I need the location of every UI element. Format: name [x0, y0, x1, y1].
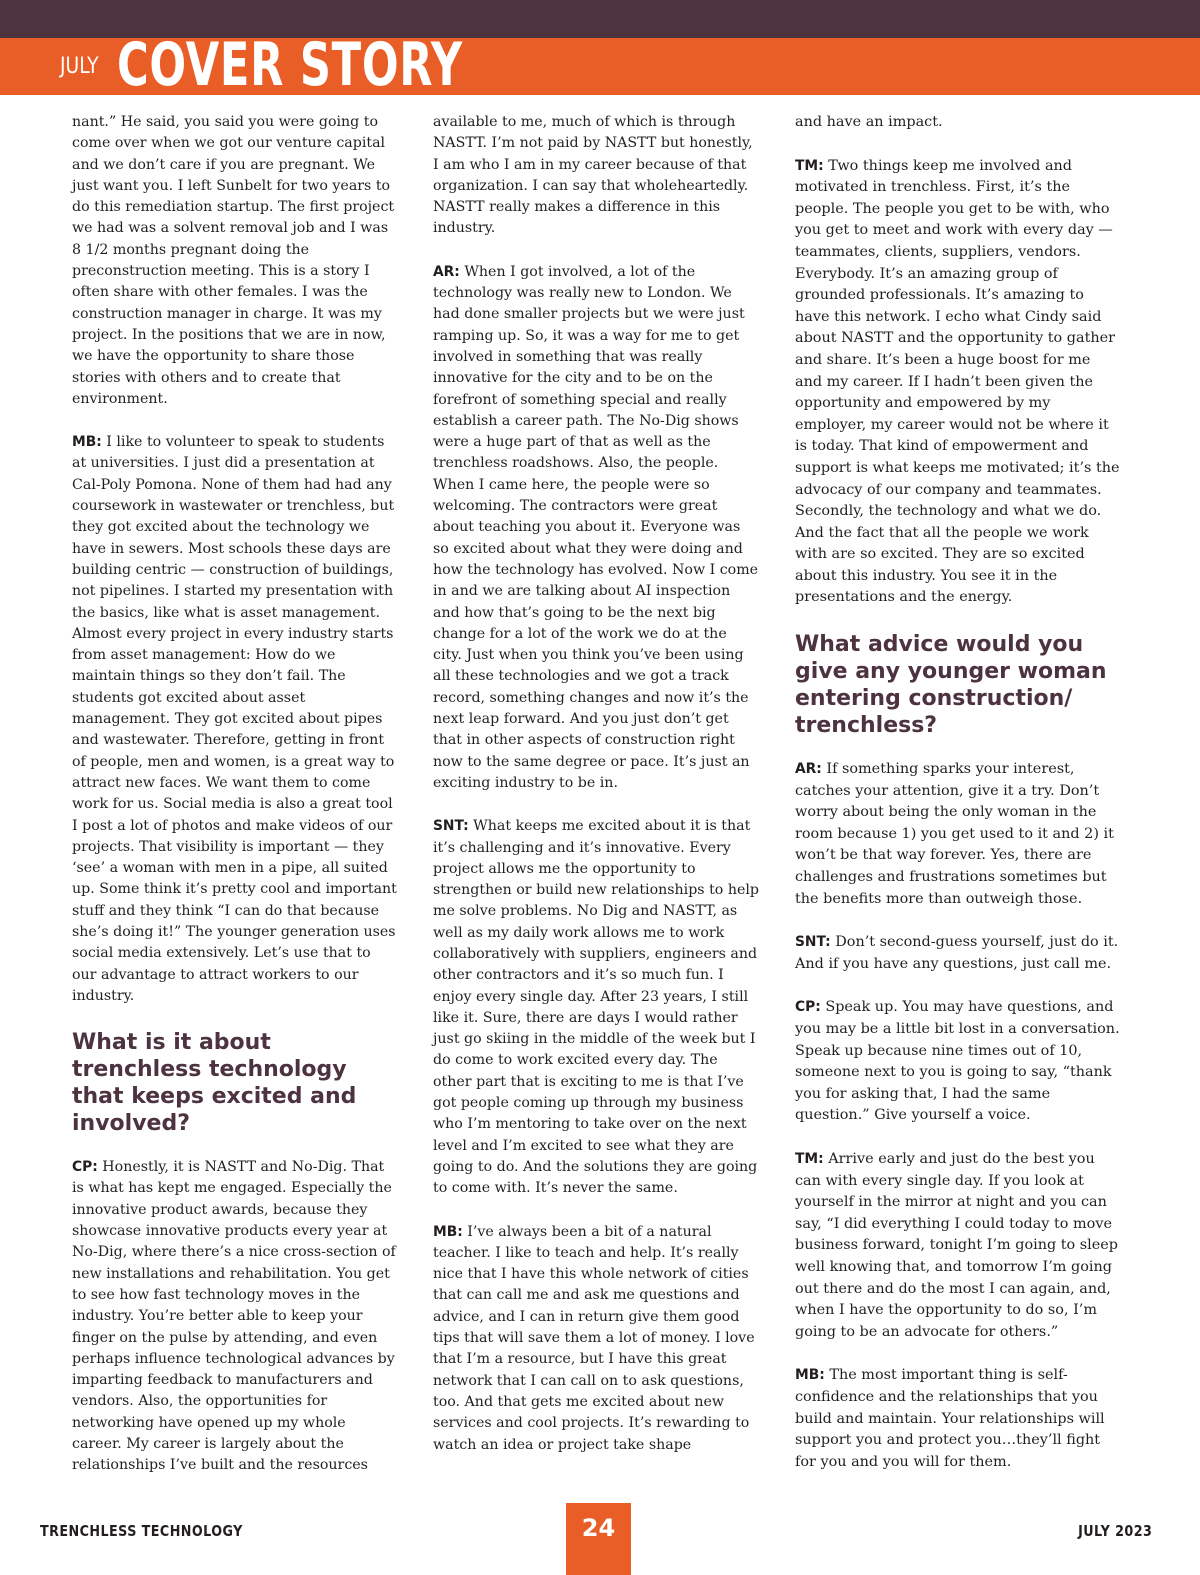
paragraph-text: Honestly, it is NASTT and No-Dig. That is what has kept me engaged. Especially the innovative product awards, because they showcase innovative products every year at No-Dig, where there’s a nice cross-section of new installations and rehabilitation. You get to see how fast technology moves in the industry. You’re better able to keep your finger on the pulse by attending, and even perhaps influence technological advances by imparting feedback to manufacturers and vendors. Also, the opportunities for networking have opened up my whole career. My career is largely about the relationships I’ve built and the resources — [72, 1159, 396, 1474]
speaker-initials: AR: — [433, 263, 460, 280]
answer-paragraph — [72, 1157, 398, 1476]
answer-paragraph — [795, 759, 1121, 910]
speaker-initials: TM: — [795, 1150, 824, 1167]
article-column-2 — [433, 112, 759, 1456]
speaker-initials: SNT: — [795, 934, 831, 951]
paragraph-text: Two things keep me involved and motivated in trenchless. First, it’s the people. The people you get to be with, who you get to meet and work with every day — teammates, clients, suppliers, vendors. Everybody. It’s an amazing group of grounded professionals. It’s amazing to have this network. I echo what Cindy said about NASTT and the opportunity to gather and share. It’s been a huge boost for me and my career. If I hadn’t been given the opportunity and empowered by my employer, my career would not be where it is today. That kind of empowerment and support is what keeps me motivated; it’s the advocacy of our company and teammates. Secondly, the technology and what we do. And the fact that all the people we work with are so excited. They are so excited about this industry. You see it in the presentations and the energy. — [795, 157, 1120, 606]
answer-paragraph — [433, 816, 759, 1199]
speaker-initials: MB: — [433, 1223, 463, 1240]
question-heading: What advice would you give any younger woman entering construction/ trenchless? — [795, 632, 1107, 739]
answer-paragraph — [433, 262, 759, 794]
answer-paragraph — [795, 112, 1121, 134]
answer-paragraph — [795, 932, 1121, 975]
page-number: 24 — [566, 1503, 631, 1575]
paragraph-text: I like to volunteer to speak to students at universities. I just did a presentation at Cal-Poly Pomona. None of them had had any coursework in wastewater or trenchless, but they got excited about the technology we have in sewers. Most schools these days are building centric — construction of buildings, not pipelines. I started my presentation with the basics, like what is asset management. Almost every project in every industry starts from asset management: How do we maintain things so they don’t fail. The students got excited about asset management. They got excited about pipes and wastewater. Therefore, getting in front of people, men and women, is a great way to attract new faces. We want them to come work for us. Social media is also a great tool I post a lot of photos and make videos of our projects. That visibility is important — they ‘see’ a woman with men in a pipe, all suited up. Some think it’s pretty cool and important stuff and they think “I can do that because she’s doing it!” The younger generation uses social media extensively. Let’s use that to our advantage to attract workers to our industry. — [72, 434, 397, 1004]
answer-paragraph — [72, 112, 398, 410]
article-column-1 — [72, 112, 398, 1477]
paragraph-text: nant.” He said, you said you were going to come over when we got our venture capital and we don’t care if you are pregnant. We just want you. I left Sunbelt for two years to do this remediation startup. The first project we had was a solvent removal job and I was 8 1/2 months pregnant doing the preconstruction meeting. This is a story I often share with other females. I was the construction manager in charge. It was my project. In the positions that we are in now, we have the opportunity to share those stories with others and to create that environment. — [72, 114, 395, 407]
speaker-initials: MB: — [72, 434, 102, 451]
speaker-initials: MB: — [795, 1367, 825, 1384]
paragraph-text: What keeps me excited about it is that it’s challenging and it’s innovative. Every project allows me the opportunity to strengthen or build new relationships to help me solve problems. No Dig and NASTT, as well as my daily work allows me to work collaboratively with suppliers, engineers and other contractors and it’s so much fun. I enjoy every single day. After 23 years, I still like it. Sure, there are days I would rather just go skiing in the middle of the week but I do come to work excited every day. The other part that is exciting to me is that I’ve got people coming up through my business who I’m mentoring to take over on the next level and I’m excited to see what they are going to do. And the solutions they are going to come with. It’s never the same. — [433, 818, 759, 1197]
paragraph-text: Speak up. You may have questions, and you may be a little bit lost in a conversation. Speak up because nine times out of 10, someone next to you is going to say, “thank you for asking that, I had the same question.” Give yourself a voice. — [795, 999, 1120, 1124]
answer-paragraph — [795, 997, 1121, 1127]
section-month-label: JULY — [60, 54, 99, 79]
paragraph-text: When I got involved, a lot of the technology was really new to London. We had done smaller projects but we were just ramping up. So, it was a way for me to get involved in something that was really innovative for the city and to be on the forefront of something special and really establish a career path. The No-Dig shows were a huge part of that as well as the trenchless roadshows. Also, the people. When I came here, the people were so welcoming. The contractors were great about teaching you about it. Everyone was so excited about what they were doing and how the technology has evolved. Now I come in and we are talking about AI inspection and how that’s going to be the next big change for a lot of the work we do at the city. Just when you think you’ve been using all these technologies and we got a track record, something changes and now it’s the next leap forward. And you just don’t get that in other aspects of construction right now to the same degree or pace. It’s just an exciting industry to be in. — [433, 263, 759, 791]
answer-paragraph — [433, 112, 759, 240]
section-title: COVER STORY — [117, 30, 463, 100]
paragraph-text: available to me, much of which is through NASTT. I’m not paid by NASTT but honestly, I am who I am in my career because of that organization. I can say that wholeheartedly. NASTT really makes a difference in this industry. — [433, 114, 753, 237]
speaker-initials: AR: — [795, 761, 822, 778]
answer-paragraph — [795, 156, 1121, 609]
speaker-initials: SNT: — [433, 818, 469, 835]
answer-paragraph — [433, 1222, 759, 1456]
answer-paragraph — [795, 1149, 1121, 1343]
article-column-3 — [795, 112, 1121, 1473]
answer-paragraph — [795, 1365, 1121, 1473]
footer-publication: TRENCHLESS TECHNOLOGY — [40, 1522, 243, 1540]
speaker-initials: TM: — [795, 157, 824, 174]
paragraph-text: Don’t second-guess yourself, just do it. And if you have any questions, just call me. — [795, 934, 1119, 972]
paragraph-text: Arrive early and just do the best you can with every single day. If you look at yourself in the mirror at night and you can say, “I did everything I could today to move business forward, tonight I’m going to sleep well knowing that, and tomorrow I’m going out there and do the most I can again, and, when I have the opportunity to do so, I’m going to be an advocate for others.” — [795, 1150, 1119, 1340]
paragraph-text: and have an impact. — [795, 114, 943, 130]
paragraph-text: If something sparks your interest, catches your attention, give it a try. Don’t worry about being the only woman in the room because 1) you get used to it and 2) it won’t be that way forever. Yes, there are challenges and frustrations sometimes but the benefits more than outweigh those. — [795, 761, 1114, 907]
speaker-initials: CP: — [72, 1159, 98, 1176]
paragraph-text: The most important thing is self-confidence and the relationships that you build and maintain. Your relationships will support you and protect you…they’ll fight for you and you will for them. — [795, 1367, 1105, 1470]
footer-issue-date: JULY 2023 — [1077, 1522, 1152, 1540]
question-heading: What is it about trenchless technology that keeps excited and involved? — [72, 1030, 357, 1137]
speaker-initials: CP: — [795, 999, 821, 1016]
paragraph-text: I’ve always been a bit of a natural teacher. I like to teach and help. It’s really nice that I have this whole network of cities that can call me and ask me questions and advice, and I can in return give them good tips that will save them a lot of money. I love that I’m a resource, but I have this great network that I can call on to ask questions, too. And that gets me excited about new services and cool projects. It’s rewarding to watch an idea or project take shape — [433, 1223, 755, 1453]
answer-paragraph — [72, 432, 398, 1007]
